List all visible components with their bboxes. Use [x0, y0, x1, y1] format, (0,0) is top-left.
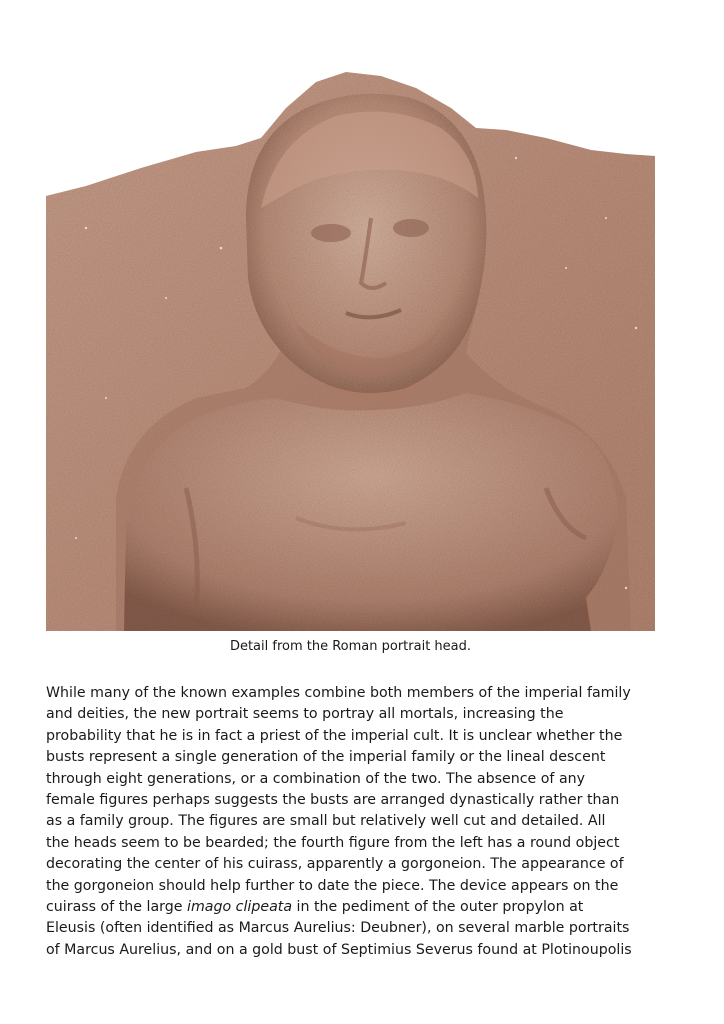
- text-line: Eleusis (often identified as Marcus Aurelius: Deubner), on several marble portraits: [46, 920, 630, 937]
- text-line: the heads seem to be bearded; the fourth figure from the left has a round object: [46, 834, 620, 851]
- text-line: the gorgoneion should help further to date the piece. The device appears on the: [46, 877, 619, 894]
- text-line-with-italic: [46, 897, 666, 918]
- text-line: through eight generations, or a combination of the two. The absence of any: [46, 770, 586, 787]
- text-line: of Marcus Aurelius, and on a gold bust of Septimius Severus found at Plotinoupolis: [46, 941, 632, 958]
- text-line: female figures perhaps suggests the busts are arranged dynastically rather than: [46, 792, 620, 809]
- text-line: While many of the known examples combine both members of the imperial family: [46, 685, 631, 701]
- bust-relief-image: [46, 68, 655, 631]
- italic-term: imago clipeata: [187, 899, 293, 916]
- text-line: decorating the center of his cuirass, apparently a gorgoneion. The appearance of: [46, 856, 624, 873]
- text-segment: in the pediment of the outer propylon at: [292, 899, 584, 916]
- text-line: as a family group. The figures are small but relatively well cut and detailed. All: [46, 813, 606, 830]
- text-line: busts represent a single generation of the imperial family or the lineal descent: [46, 749, 606, 766]
- text-line: probability that he is in fact a priest of the imperial cult. It is unclear whether the: [46, 727, 623, 744]
- text-segment: cuirass of the large: [46, 899, 187, 916]
- relief-photo: [46, 68, 655, 631]
- figure-caption: Detail from the Roman portrait head.: [229, 639, 472, 654]
- body-paragraph: [46, 683, 666, 961]
- text-line: and deities, the new portrait seems to portray all mortals, increasing the: [46, 706, 564, 723]
